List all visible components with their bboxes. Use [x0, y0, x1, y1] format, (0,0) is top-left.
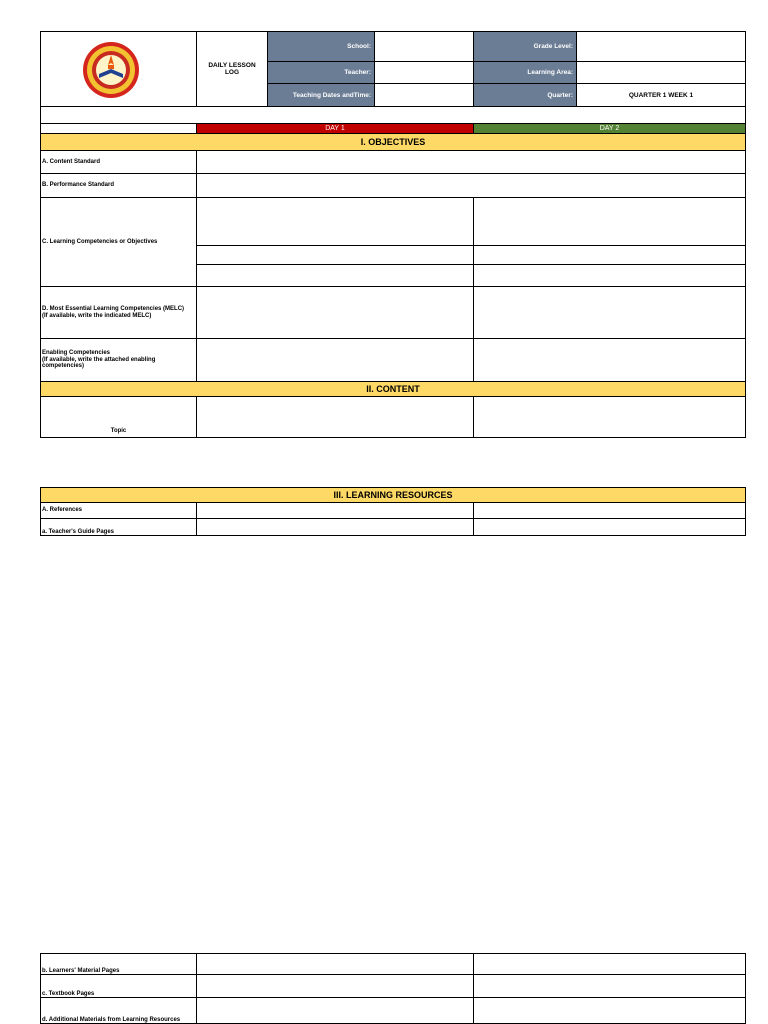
row-label-teachers-guide: a. Teacher's Guide Pages [40, 518, 197, 536]
logo-cell [40, 31, 197, 107]
competencies-day2-a[interactable] [473, 197, 746, 246]
grade-level-field[interactable] [576, 31, 746, 62]
row-label-learning-competencies: C. Learning Competencies or Objectives [40, 197, 197, 287]
teachers-guide-day1[interactable] [196, 518, 474, 536]
quarter-label: Quarter: [473, 83, 577, 107]
references-day1[interactable] [196, 502, 474, 519]
section-content: II. CONTENT [40, 381, 746, 397]
teachers-guide-day2[interactable] [473, 518, 746, 536]
topic-day2[interactable] [473, 396, 746, 438]
row-label-performance-standard: B. Performance Standard [40, 173, 197, 198]
section-learning-resources: III. LEARNING RESOURCES [40, 487, 746, 503]
row-label-learners-material: b. Learners' Material Pages [40, 953, 197, 975]
learners-material-day1[interactable] [196, 953, 474, 975]
school-label: School: [267, 31, 375, 62]
textbook-day2[interactable] [473, 974, 746, 998]
grade-level-label: Grade Level: [473, 31, 577, 62]
school-seal-logo [81, 41, 141, 99]
competencies-day2-b[interactable] [473, 245, 746, 265]
row-label-additional-materials: d. Additional Materials from Learning Resources [40, 997, 197, 1024]
row-label-textbook: c. Textbook Pages [40, 974, 197, 998]
school-field[interactable] [374, 31, 474, 62]
enabling-day1[interactable] [196, 338, 474, 382]
title-cell [196, 31, 268, 107]
enabling-day2[interactable] [473, 338, 746, 382]
day2-header: DAY 2 [473, 123, 746, 134]
learners-material-day2[interactable] [473, 953, 746, 975]
performance-standard-field[interactable] [196, 173, 746, 198]
topic-day1[interactable] [196, 396, 474, 438]
learning-area-field[interactable] [576, 61, 746, 84]
row-label-topic: Topic [40, 396, 197, 438]
day1-header: DAY 1 [196, 123, 474, 134]
melc-day1[interactable] [196, 286, 474, 339]
section-objectives: I. OBJECTIVES [40, 133, 746, 151]
competencies-day1-a[interactable] [196, 197, 474, 246]
teacher-field[interactable] [374, 61, 474, 84]
spacer-row [40, 106, 746, 124]
quarter-value: QUARTER 1 WEEK 1 [628, 91, 694, 99]
references-day2[interactable] [473, 502, 746, 519]
teaching-dates-label: Teaching Dates andTime: [267, 83, 375, 107]
competencies-day1-b[interactable] [196, 245, 474, 265]
textbook-day1[interactable] [196, 974, 474, 998]
additional-materials-day2[interactable] [473, 997, 746, 1024]
row-label-enabling: Enabling Competencies (If available, write the attached enabling competencies) [40, 338, 197, 382]
melc-day2[interactable] [473, 286, 746, 339]
row-label-content-standard: A. Content Standard [40, 150, 197, 174]
row-label-melc: D. Most Essential Learning Competencies (MELC) (If available, write the indicated MELC) [40, 286, 197, 339]
content-standard-field[interactable] [196, 150, 746, 174]
page-title: DAILY LESSON LOG [208, 62, 256, 76]
learning-area-label: Learning Area: [473, 61, 577, 84]
additional-materials-day1[interactable] [196, 997, 474, 1024]
competencies-day1-c[interactable] [196, 264, 474, 287]
quarter-field[interactable] [576, 83, 746, 107]
row-label-references: A. References [40, 502, 197, 519]
competencies-day2-c[interactable] [473, 264, 746, 287]
teacher-label: Teacher: [267, 61, 375, 84]
teaching-dates-field[interactable] [374, 83, 474, 107]
